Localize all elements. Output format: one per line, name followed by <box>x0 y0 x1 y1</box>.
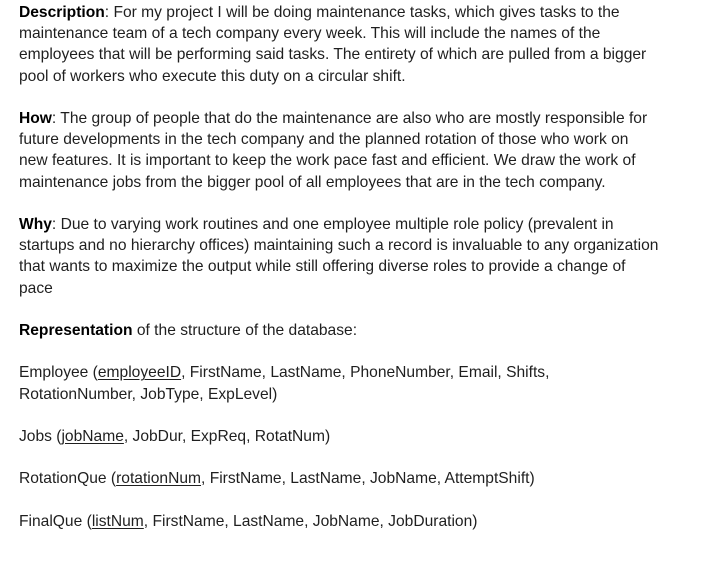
how-text: : The group of people that do the maintenance are also who are mostly responsible for future developments in the tech company and the planned rotation of those who work on new features. It is important to keep the work pace fast and efficient. We draw the work of maintenance jobs from the bigger pool of all employees that are in the tech company. <box>19 110 648 191</box>
schema-finalque <box>19 511 659 532</box>
description-text: : For my project I will be doing maintenance tasks, which gives tasks to the maintenance team of a tech company every week. This will include the names of the employees that will be performing said tasks. The entirety of which are pulled from a bigger pool of workers who execute this duty on a circular shift. <box>19 4 647 85</box>
paragraph-spacer <box>19 447 659 468</box>
primary-key: employeeID <box>97 364 182 382</box>
primary-key: jobName <box>61 427 124 445</box>
primary-key: rotationNum <box>116 470 202 488</box>
description-label: Description <box>19 4 105 21</box>
schema-attributes: , FirstName, LastName, PhoneNumber, Email, Shifts, RotationNumber, JobType, ExpLevel) <box>19 364 550 403</box>
schema-table-prefix: Employee ( <box>19 364 98 382</box>
paragraph-spacer <box>19 193 659 214</box>
schema-employee <box>19 362 659 404</box>
schema-table-prefix: RotationQue ( <box>19 470 117 488</box>
schema-attributes: , FirstName, LastName, JobName, JobDuration) <box>143 512 478 530</box>
why-paragraph <box>19 214 659 299</box>
how-paragraph <box>19 108 659 193</box>
schema-jobs <box>19 426 659 447</box>
paragraph-spacer <box>19 299 659 320</box>
schema-rotationque <box>19 468 659 489</box>
paragraph-spacer <box>19 490 659 511</box>
schema-table-prefix: Jobs ( <box>19 427 62 445</box>
primary-key: listNum <box>91 512 144 530</box>
representation-paragraph <box>19 320 659 341</box>
paragraph-spacer <box>19 87 659 108</box>
how-label: How <box>19 110 52 127</box>
why-text: : Due to varying work routines and one employee multiple role policy (prevalent in startups and no hierarchy offices) maintaining such a record is invaluable to any organization that wants to maximize the output while still offering diverse roles to provide a change of pace <box>19 216 659 297</box>
schema-attributes: , FirstName, LastName, JobName, AttemptShift) <box>201 470 535 488</box>
why-label: Why <box>19 216 52 233</box>
schema-table-prefix: FinalQue ( <box>19 512 92 530</box>
schema-attributes: , JobDur, ExpReq, RotatNum) <box>123 427 331 445</box>
representation-label: Representation <box>19 322 133 339</box>
paragraph-spacer <box>19 341 659 362</box>
paragraph-spacer <box>19 405 659 426</box>
representation-text: of the structure of the database: <box>132 322 358 339</box>
document-body <box>19 2 659 532</box>
description-paragraph <box>19 2 659 87</box>
